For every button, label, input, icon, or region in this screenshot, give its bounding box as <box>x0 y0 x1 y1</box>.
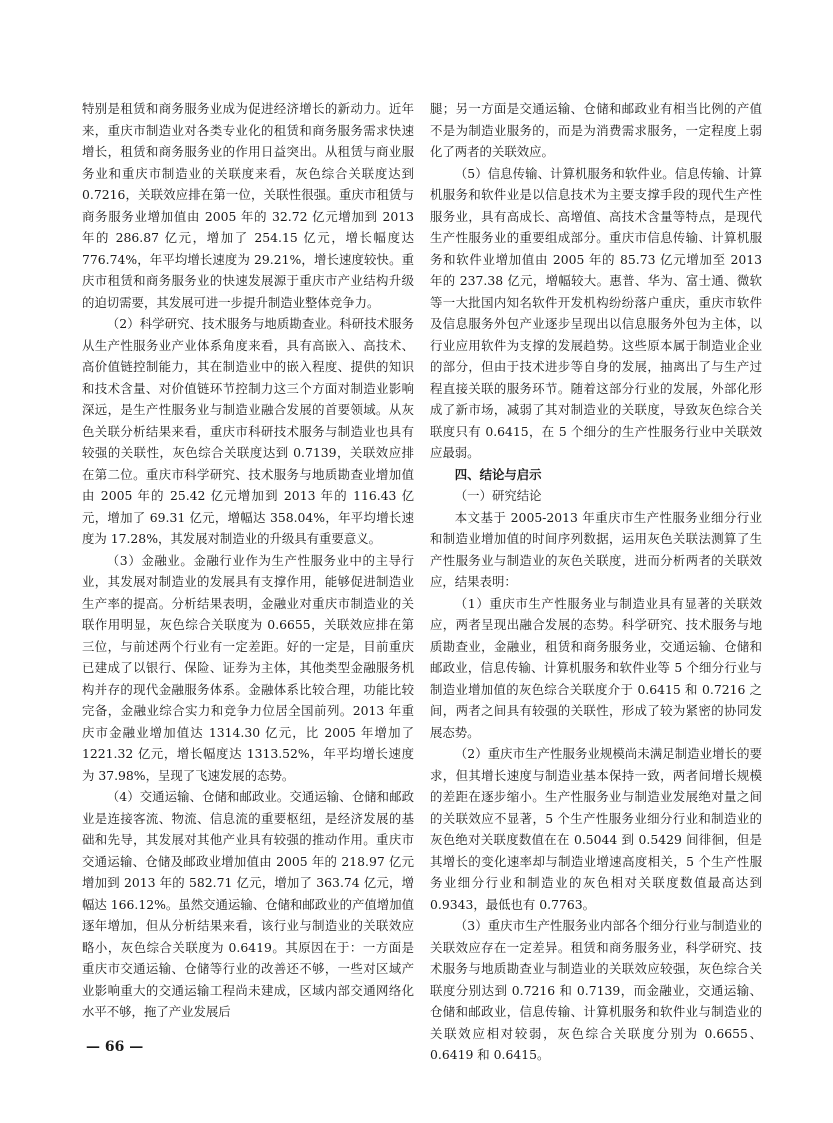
paragraph-finding-1: （1）重庆市生产性服务业与制造业具有显著的关联效应，两者呈现出融合发展的态势。科学研究、技术服务与地质勘查业，金融业，租赁和商务服务业，交通运输、仓储和邮政业，信息传输、计算机服务和软件业等 5 个细分行业与制造业增加值的灰色综合关联度介于 0.6415 和 0.7216 之间，两者之间具有较强的关联性，形成了较为紧密的协同发展态势。 <box>430 595 762 740</box>
paragraph-findings-intro: 本文基于 2005-2013 年重庆市生产性服务业细分行业和制造业增加值的时间序列数据，运用灰色关联法测算了生产性服务业与制造业的灰色关联度，进而分析两者的关联效应，结果表明： <box>430 509 762 589</box>
paragraph-transport-continued: 腿；另一方面是交通运输、仓储和邮政业有相当比例的产值不是为制造业服务的，而是为消费需求服务，一定程度上弱化了两者的关联效应。 <box>430 101 762 159</box>
paragraph-finding-2: （2）重庆市生产性服务业规模尚未满足制造业增长的要求，但其增长速度与制造业基本保持一致，两者间增长规模的差距在逐步缩小。生产性服务业与制造业发展绝对量之间的关联效应不显著，5 个生产性服务业细分行业和制造业的灰色绝对关联度数值在在 0.5044 到 0.5429 间徘徊，但是其增长的变化速率却与制造业增速高度相关，5 个生产性服务业细分行业和制造业的灰色相对关联度数值最高达到 0.9343，最低也有 0.7763。 <box>430 746 762 912</box>
left-column <box>82 98 414 1023</box>
paragraph-transport: （4）交通运输、仓储和邮政业。交通运输、仓储和邮政业是连接客流、物流、信息流的重要枢纽，是经济发展的基础和先导，其发展对其他产业具有较强的推动作用。重庆市交通运输、仓储及邮政业增加值由 2005 年的 218.97 亿元增加到 2013 年的 582.71 亿元，增加了 363.74 亿元，增幅达 166.12%。虽然交通运输、仓储和邮政业的产值增加值逐年增加，但从分析结果来看，该行业与制造业的关联效应略小，灰色综合关联度为 0.6419。其原因在于：一方面是重庆市交通运输、仓储等行业的改善还不够，一些对区域产业影响重大的交通运输工程尚未建成，区域内部交通网络化水平不够，拖了产业发展后 <box>82 789 414 1019</box>
page-number: — 66 — <box>86 1039 144 1055</box>
paragraph-science-research: （2）科学研究、技术服务与地质勘查业。科研技术服务从生产性服务业产业体系角度来看，具有高嵌入、高技术、高价值链控制能力，其在制造业中的嵌入程度、提供的知识和技术含量、对价值链环节控制力这三个方面对制造业影响深远，是生产性服务业与制造业融合发展的首要领域。从灰色关联分析结果来看，重庆市科研技术服务与制造业也具有较强的关联性，灰色综合关联度达到 0.7139，关联效应排在第二位。重庆市科学研究、技术服务与地质勘查业增加值由 2005 年的 25.42 亿元增加到 2013 年的 116.43 亿元，增加了 69.31 亿元，增幅达 358.04%，年平均增长速度为 17.28%，其发展对制造业的升级具有重要意义。 <box>82 316 414 546</box>
right-column <box>430 98 762 1066</box>
paragraph-finding-3: （3）重庆市生产性服务业内部各个细分行业与制造业的关联效应存在一定差异。租赁和商务服务业，科学研究、技术服务与地质勘查业与制造业的关联效应较强，灰色综合关联度分别达到 0.7216 和 0.7139，而金融业，交通运输、仓储和邮政业，信息传输、计算机服务和软件业与制造业的关联效应相对较弱，灰色综合关联度分别为 0.6655、0.6419 和 0.6415。 <box>430 918 762 1062</box>
paragraph-leasing-continued: 特别是租赁和商务服务业成为促进经济增长的新动力。近年来，重庆市制造业对各类专业化的租赁和商务服务需求快速增长，租赁和商务服务业的作用日益突出。从租赁与商业服务业和重庆市制造业的关联度来看，灰色综合关联度达到 0.7216，关联效应排在第一位，关联性很强。重庆市租赁与商务服务业增加值由 2005 年的 32.72 亿元增加到 2013 年的 286.87 亿元，增加了 254.15 亿元，增长幅度达 776.74%，年平均增长速度为 29.21%，增长速度较快。重庆市租赁和商务服务业的快速发展源于重庆市产业结构升级的迫切需要，其发展可进一步提升制造业整体竞争力。 <box>82 101 414 310</box>
paragraph-information-software: （5）信息传输、计算机服务和软件业。信息传输、计算机服务和软件业是以信息技术为主要支撑手段的现代生产性服务业，具有高成长、高增值、高技术含量等特点，是现代生产性服务业的重要组成部分。重庆市信息传输、计算机服务和软件业增加值由 2005 年的 85.73 亿元增加至 2013 年的 237.38 亿元，增幅较大。惠普、华为、富士通、微软等一大批国内知名软件开发机构纷纷落户重庆，重庆市软件及信息服务外包产业逐步呈现出以信息服务外包为主体，以行业应用软件为支撑的发展趋势。这些原本属于制造业企业的部分，但由于技术进步等自身的发展，抽离出了与生产过程直接关联的服务环节。随着这部分行业的发展，外部化形成了新市场，减弱了其对制造业的关联度，导致灰色综合关联度只有 0.6415，在 5 个细分的生产性服务行业中关联效应最弱。 <box>430 165 762 460</box>
section-title-conclusions: 四、结论与启示 <box>454 466 542 482</box>
paragraph-finance: （3）金融业。金融行业作为生产性服务业中的主导行业，其发展对制造业的发展具有支撑作用，能够促进制造业生产率的提高。分析结果表明，金融业对重庆市制造业的关联作用明显，灰色综合关联度为 0.6655，关联效应排在第三位，与前述两个行业有一定差距。好的一定是，目前重庆已建成了以银行、保险、证券为主体，其他类型金融服务机构并存的现代金融服务体系。金融体系比较合理，功能比较完备，金融业综合实力和竞争力位居全国前列。2013 年重庆市金融业增加值达 1314.30 亿元，比 2005 年增加了 1221.32 亿元，增长幅度达 1313.52%，年平均增长速度为 37.98%，呈现了飞速发展的态势。 <box>82 552 414 783</box>
subsection-title-findings: （一）研究结论 <box>454 488 542 503</box>
